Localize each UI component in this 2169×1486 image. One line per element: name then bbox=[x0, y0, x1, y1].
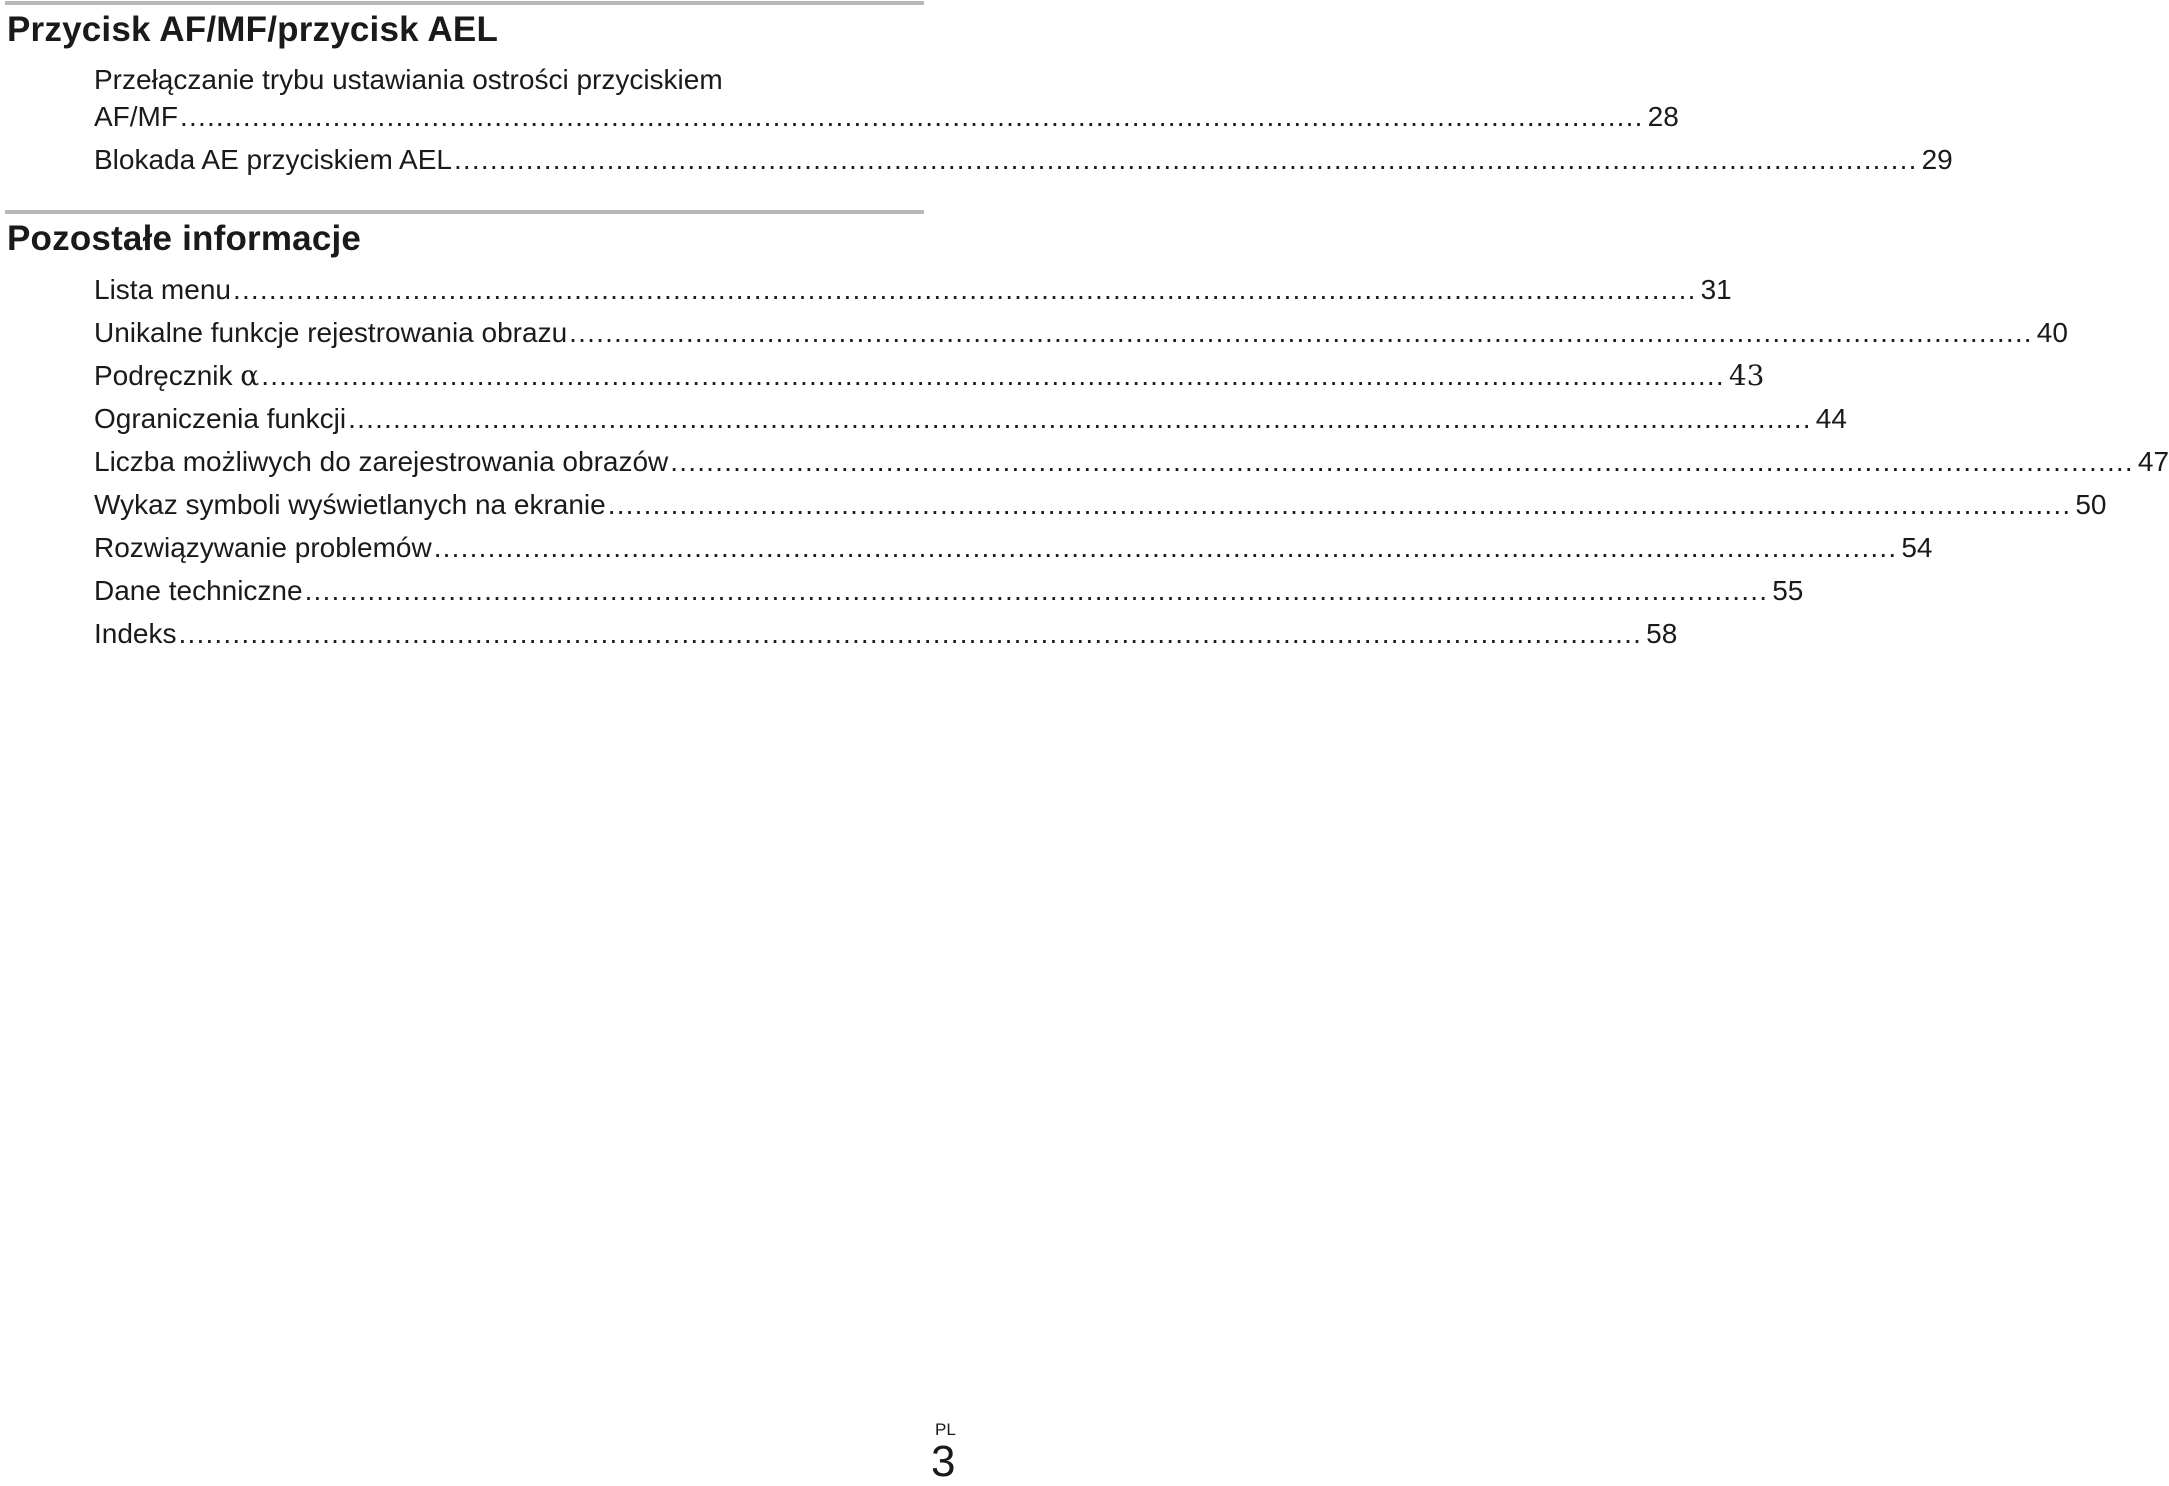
toc-entry-page: 47 bbox=[2137, 446, 2169, 477]
toc-entry-label: Ograniczenia funkcji bbox=[94, 403, 347, 434]
toc-entry-page: 31 bbox=[1700, 274, 1732, 305]
toc-entry-label: Lista menu bbox=[94, 274, 231, 305]
toc-entry-page: 44 bbox=[1815, 403, 1847, 434]
toc-entry-label: AF/MF bbox=[94, 101, 178, 132]
leader-dots: ................................................................................................................................................................... bbox=[453, 144, 1918, 175]
toc-entry-label: Rozwiązywanie problemów bbox=[94, 532, 432, 563]
leader-dots: ................................................................................................................................................................... bbox=[607, 489, 2072, 520]
toc-entry-page: 29 bbox=[1921, 144, 1953, 175]
leader-dots: ................................................................................................................................................................... bbox=[261, 360, 1725, 391]
toc-entry-page: 43 bbox=[1728, 359, 1765, 392]
language-tag: PL bbox=[935, 1420, 956, 1439]
toc-entry[interactable] bbox=[94, 572, 1804, 610]
leader-dots: ................................................................................................................................................................... bbox=[433, 532, 1898, 563]
toc-entry[interactable] bbox=[94, 271, 1732, 309]
toc-entry-page: 40 bbox=[2036, 317, 2068, 348]
leader-dots: ................................................................................................................................................................... bbox=[348, 403, 1812, 434]
toc-entry[interactable] bbox=[94, 443, 2169, 481]
section-title: Przycisk AF/MF/przycisk AEL bbox=[7, 10, 499, 49]
toc-entry[interactable] bbox=[94, 357, 1765, 395]
leader-dots: ................................................................................................................................................................... bbox=[670, 446, 2134, 477]
leader-dots: ................................................................................................................................................................... bbox=[569, 317, 2033, 348]
toc-entry-page: 55 bbox=[1772, 575, 1804, 606]
toc-entry[interactable] bbox=[94, 98, 1679, 136]
toc-entry-line1 bbox=[94, 61, 924, 99]
toc-entry-page: 50 bbox=[2075, 489, 2107, 520]
leader-dots: ................................................................................................................................................................... bbox=[180, 101, 1644, 132]
toc-entry-page: 58 bbox=[1646, 618, 1678, 649]
leader-dots: ................................................................................................................................................................... bbox=[232, 274, 1697, 305]
toc-entry-page: 28 bbox=[1647, 101, 1679, 132]
alpha-symbol: α bbox=[240, 359, 260, 392]
leader-dots: ................................................................................................................................................................... bbox=[304, 575, 1769, 606]
toc-entry-label: Przełączanie trybu ustawiania ostrości przyciskiem bbox=[94, 64, 723, 95]
toc-entry[interactable] bbox=[94, 486, 2107, 524]
toc-entry-label-text: Podręcznik bbox=[94, 360, 233, 391]
section-title: Pozostałe informacje bbox=[7, 219, 362, 258]
toc-entry-label: Unikalne funkcje rejestrowania obrazu bbox=[94, 317, 568, 348]
toc-entry[interactable] bbox=[94, 314, 2068, 352]
toc-entry-label: Dane techniczne bbox=[94, 575, 303, 606]
section-divider bbox=[5, 210, 924, 214]
toc-entry-label: Indeks bbox=[94, 618, 177, 649]
toc-entry[interactable] bbox=[94, 141, 1953, 179]
toc-entry[interactable] bbox=[94, 400, 1847, 438]
section-divider bbox=[5, 1, 924, 5]
page-number: 3 bbox=[931, 1437, 956, 1486]
leader-dots: ................................................................................................................................................................... bbox=[178, 618, 1643, 649]
toc-entry-label: Wykaz symboli wyświetlanych na ekranie bbox=[94, 489, 606, 520]
toc-entry-label: Liczba możliwych do zarejestrowania obrazów bbox=[94, 446, 669, 477]
toc-entry-label: Blokada AE przyciskiem AEL bbox=[94, 144, 452, 175]
toc-entry-page: 54 bbox=[1901, 532, 1933, 563]
toc-entry[interactable] bbox=[94, 615, 1678, 653]
toc-entry-label bbox=[94, 357, 259, 395]
toc-entry[interactable] bbox=[94, 529, 1933, 567]
